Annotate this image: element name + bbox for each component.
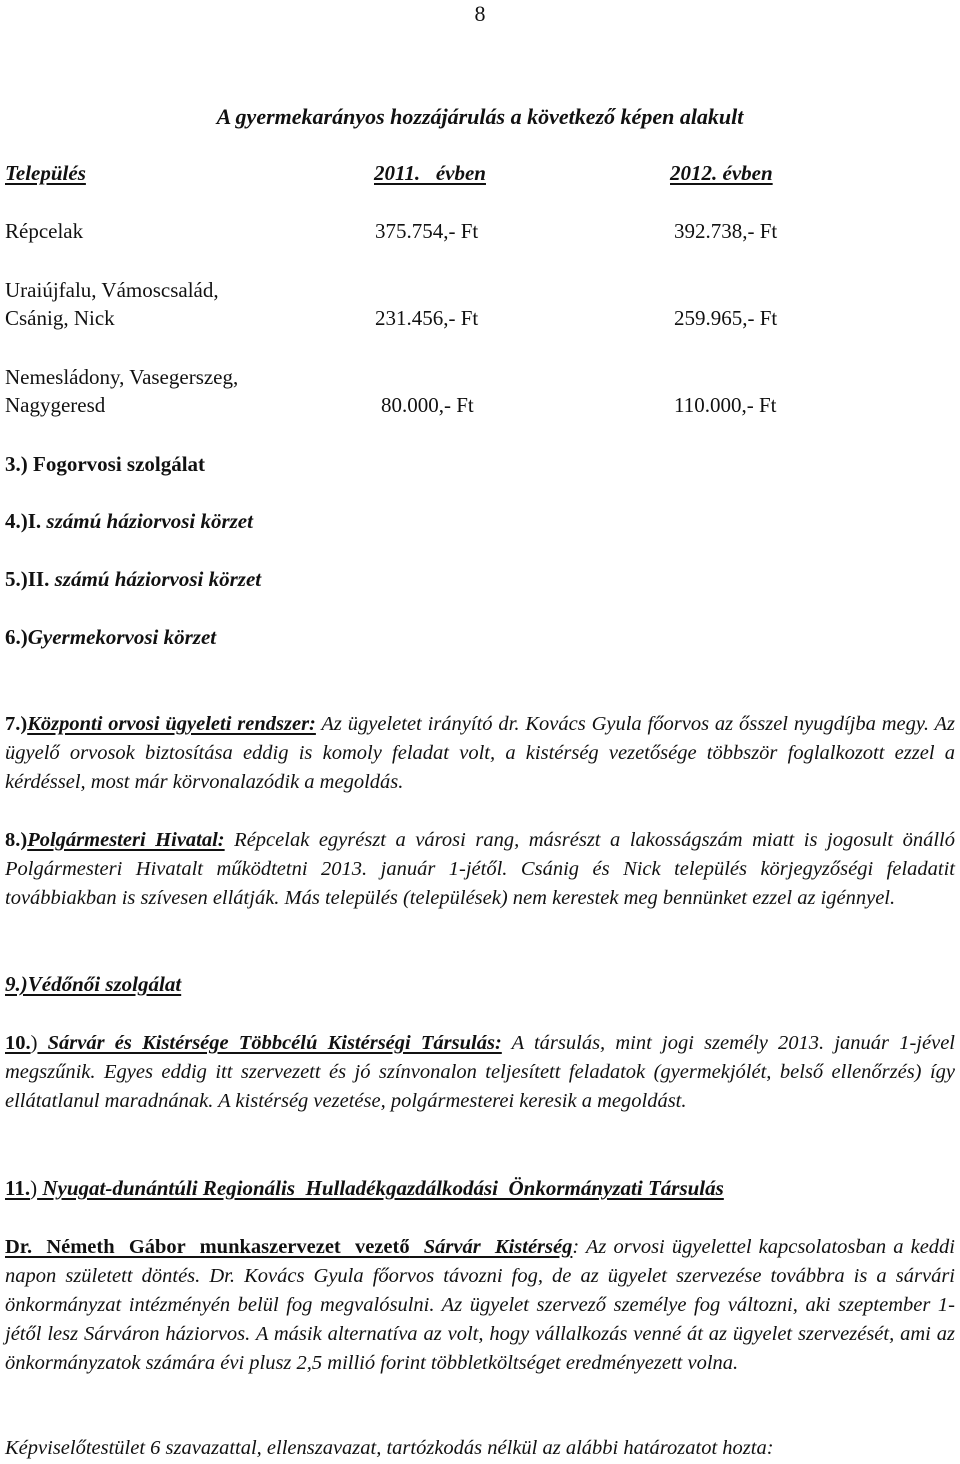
section-body: Egyes eddig itt szervezett és jó színvonalon teljesített feladatok (gyermekjólét, belső ellenőrzés) így ellátatlanul maradnának. A kistérség vezetése, polgármesterei keresik a megoldást. xyxy=(5,1061,955,1112)
table-row-2012-value: 110.000,- Ft xyxy=(674,393,777,417)
table-row-2011-value: 80.000,- Ft xyxy=(381,393,474,417)
section-title-region: Sárvár Kistérség xyxy=(409,1236,573,1258)
section-paren: ) xyxy=(30,1032,38,1054)
section-title: Polgármesteri Hivatal: xyxy=(27,829,225,851)
table-row-2011-value: 231.456,- Ft xyxy=(375,306,479,330)
section-work-organization xyxy=(5,1233,955,1378)
table-row-2012-value: 392.738,- Ft xyxy=(674,219,778,243)
section-mayors-office xyxy=(5,826,955,913)
table-row-settlement: Uraiújfalu, Vámoscsalád, xyxy=(5,278,219,302)
item-dental-service xyxy=(5,451,205,478)
item-number: 3.) Fogorvosi szolgálat xyxy=(5,452,206,476)
item-label: számú háziorvosi körzet xyxy=(49,567,262,591)
section-body: Csánig és Nick település körjegyzőségi feladatit továbbiakban is szívesen ellátják. Más település (települések) nem kerestek meg bennünket ezzel az igénnyel. xyxy=(5,858,955,909)
section-title-person: Dr. Németh Gábor munkaszervezet vezető xyxy=(5,1236,410,1258)
section-lead: Az ügyeletet irányító dr. Kovács Gyula főorvos az ősszel nyugdíjba megy. xyxy=(315,713,929,735)
item-district-2 xyxy=(5,566,261,593)
table-row-2011-value: 375.754,- Ft xyxy=(375,219,479,243)
section-number: 7.) xyxy=(5,713,28,735)
table-row-settlement: Nemesládony, Vasegerszeg, xyxy=(5,365,239,389)
item-pediatric-district xyxy=(5,624,216,651)
table-row-settlement: Csánig, Nick xyxy=(5,306,115,330)
item-label: Gyermekorvosi körzet xyxy=(27,625,217,649)
section-title: Központi orvosi ügyeleti rendszer: xyxy=(27,713,316,735)
section-lead: Répcelak egyrészt a városi rang, másrészt a lakosságszám miatt is jogosult önálló Polgármesteri Hivatalt működtetni 2013. január 1-jétől. xyxy=(5,829,955,880)
section-paren: ) xyxy=(30,1176,38,1200)
section-body: : Az orvosi ügyelettel kapcsolatosban a keddi napon született döntés. Dr. Kovács Gyula főorvos távozni fog, de az ügyelet szervezése továbbra is a sárvári önkormányzat intézményén belül fog megvalósulni. Az ügyelet szervező személye fog változni, aki szeptember 1-jétől lesz Sárváron háziorvos. A másik alternatíva az volt, hogy vállalkozás venné át az ügyelet szervezését, ami az önkormányzatok számára évi plusz 2,5 millió forint többletköltséget eredményezett volna. xyxy=(5,1236,955,1374)
section-number: 10. xyxy=(5,1032,31,1054)
item-number: 4.)I. xyxy=(5,509,42,533)
section-number: 8.) xyxy=(5,829,28,851)
item-label: számú háziorvosi körzet xyxy=(41,509,253,533)
table-row-settlement: Nagygeresd xyxy=(5,393,106,417)
item-number: 5.)II. xyxy=(5,567,50,591)
page-number: 8 xyxy=(474,1,486,26)
section-health-visitor: 9.)Védőnői szolgálat xyxy=(5,972,182,996)
table-header-settlement: Település xyxy=(5,161,86,185)
section-title: Nyugat-dunántúli Regionális Hulladékgazdálkodási Önkormányzati Társulás xyxy=(37,1176,724,1200)
section-lead: A társulás, mint jogi személy 2013. január 1-jével megszűnik. xyxy=(5,1032,955,1083)
section-central-on-call xyxy=(5,710,955,797)
item-number: 6.) xyxy=(5,625,28,649)
section-number: 11. xyxy=(5,1176,31,1200)
table-row-settlement: Répcelak xyxy=(5,219,84,243)
section-waste-association xyxy=(5,1175,724,1202)
section-body: Az ügyelő orvosok biztosítása eddig is komoly feladat volt, a kistérség vezetősége többször foglalkozott ezzel a kérdéssel, most már körvonalazódik a megoldás. xyxy=(5,713,955,793)
section-sarvar-association xyxy=(5,1029,955,1116)
table-header-gap xyxy=(510,160,670,187)
item-district-1 xyxy=(5,508,253,535)
table-header-2012: 2012. évben xyxy=(670,161,773,185)
closing-statement: Képviselőtestület 6 szavazattal, ellenszavazat, tartózkodás nélkül az alábbi határozatot hozta: xyxy=(5,1437,774,1459)
page-heading: A gyermekarányos hozzájárulás a következő képen alakult xyxy=(216,104,744,129)
section-title: Sárvár és Kistérsége Többcélú Kistérségi Társulás: xyxy=(37,1032,502,1054)
table-row-2012-value: 259.965,- Ft xyxy=(674,306,778,330)
table-header-2011: 2011. évben xyxy=(374,161,486,185)
